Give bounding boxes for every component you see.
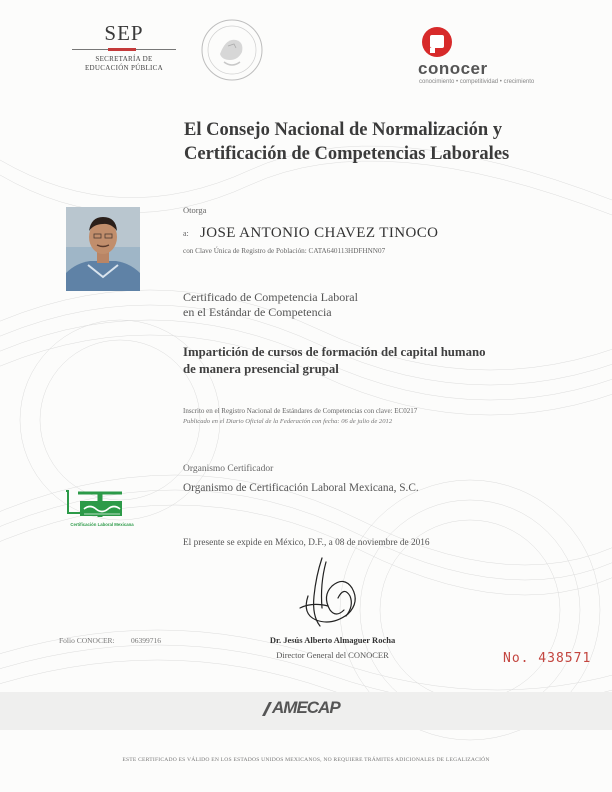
curp-line: con Clave Única de Registro de Población: CATA640113HDFHNN07 bbox=[183, 247, 386, 255]
amecap-logo bbox=[260, 697, 355, 723]
conocer-tagline: conocimiento • competitividad • crecimiento bbox=[419, 79, 535, 85]
recipient-photo bbox=[66, 207, 140, 291]
sep-subtitle-line2: EDUCACIÓN PÚBLICA bbox=[84, 64, 164, 72]
council-heading bbox=[184, 118, 584, 166]
issue-place-date: El presente se expide en México, D.F., a 08 de noviembre de 2016 bbox=[183, 538, 430, 548]
council-heading-line2: Certificación de Competencias Laborales bbox=[184, 144, 510, 164]
signer-role: Director General del CONOCER bbox=[276, 650, 389, 660]
sep-title: SEP bbox=[104, 21, 144, 45]
certificate-title bbox=[183, 290, 358, 320]
certificate-title-line2: en el Estándar de Competencia bbox=[183, 305, 332, 319]
competency-standard-line2: de manera presencial grupal bbox=[183, 362, 339, 376]
a-label: a: bbox=[183, 229, 189, 238]
signer-name: Dr. Jesús Alberto Almaguer Rocha bbox=[269, 635, 396, 645]
certifier-logo bbox=[60, 487, 144, 529]
certificate-title-line1: Certificado de Competencia Laboral bbox=[183, 290, 358, 304]
conocer-wordmark: conocer bbox=[418, 59, 488, 78]
handwritten-signature bbox=[292, 556, 372, 634]
conocer-logo bbox=[410, 30, 570, 90]
amecap-wordmark: AMECAP bbox=[272, 698, 340, 717]
sep-subtitle-line1: SECRETARÍA DE bbox=[95, 55, 153, 63]
council-heading-line1: El Consejo Nacional de Normalización y bbox=[184, 120, 503, 140]
certifier-name: Organismo de Certificación Laboral Mexicana, S.C. bbox=[183, 482, 419, 494]
registry-line: Inscrito en el Registro Nacional de Estándares de Competencias con clave: EC0217 bbox=[183, 407, 418, 415]
certifier-logo-caption: Certificación Laboral Mexicana bbox=[70, 522, 134, 527]
sep-logo bbox=[60, 22, 188, 82]
validity-footer: ESTE CERTIFICADO ES VÁLIDO EN LOS ESTADOS UNIDOS MEXICANOS, NO REQUIERE TRÁMITES ADICIONALES DE LEGALIZACIÓN bbox=[122, 757, 490, 763]
sep-subtitle bbox=[60, 55, 188, 73]
folio-label: Folio CONOCER: bbox=[59, 636, 115, 645]
conocer-mark-icon bbox=[418, 26, 456, 60]
celaum-mark-icon bbox=[60, 487, 144, 521]
sep-rule-accent bbox=[108, 48, 136, 51]
serial-number: No. 438571 bbox=[503, 651, 592, 666]
mexican-coat-of-arms-seal-icon bbox=[200, 18, 264, 82]
grant-label: Otorga bbox=[183, 205, 207, 215]
recipient-name: JOSE ANTONIO CHAVEZ TINOCO bbox=[200, 225, 439, 241]
folio-value: 06399716 bbox=[131, 636, 161, 645]
certifier-label: Organismo Certificador bbox=[183, 464, 274, 474]
competency-standard bbox=[183, 344, 543, 378]
dof-publication-line: Publicado en el Diario Oficial de la Federación con fecha: 06 de julio de 2012 bbox=[183, 418, 393, 425]
competency-standard-line1: Impartición de cursos de formación del capital humano bbox=[183, 345, 486, 359]
